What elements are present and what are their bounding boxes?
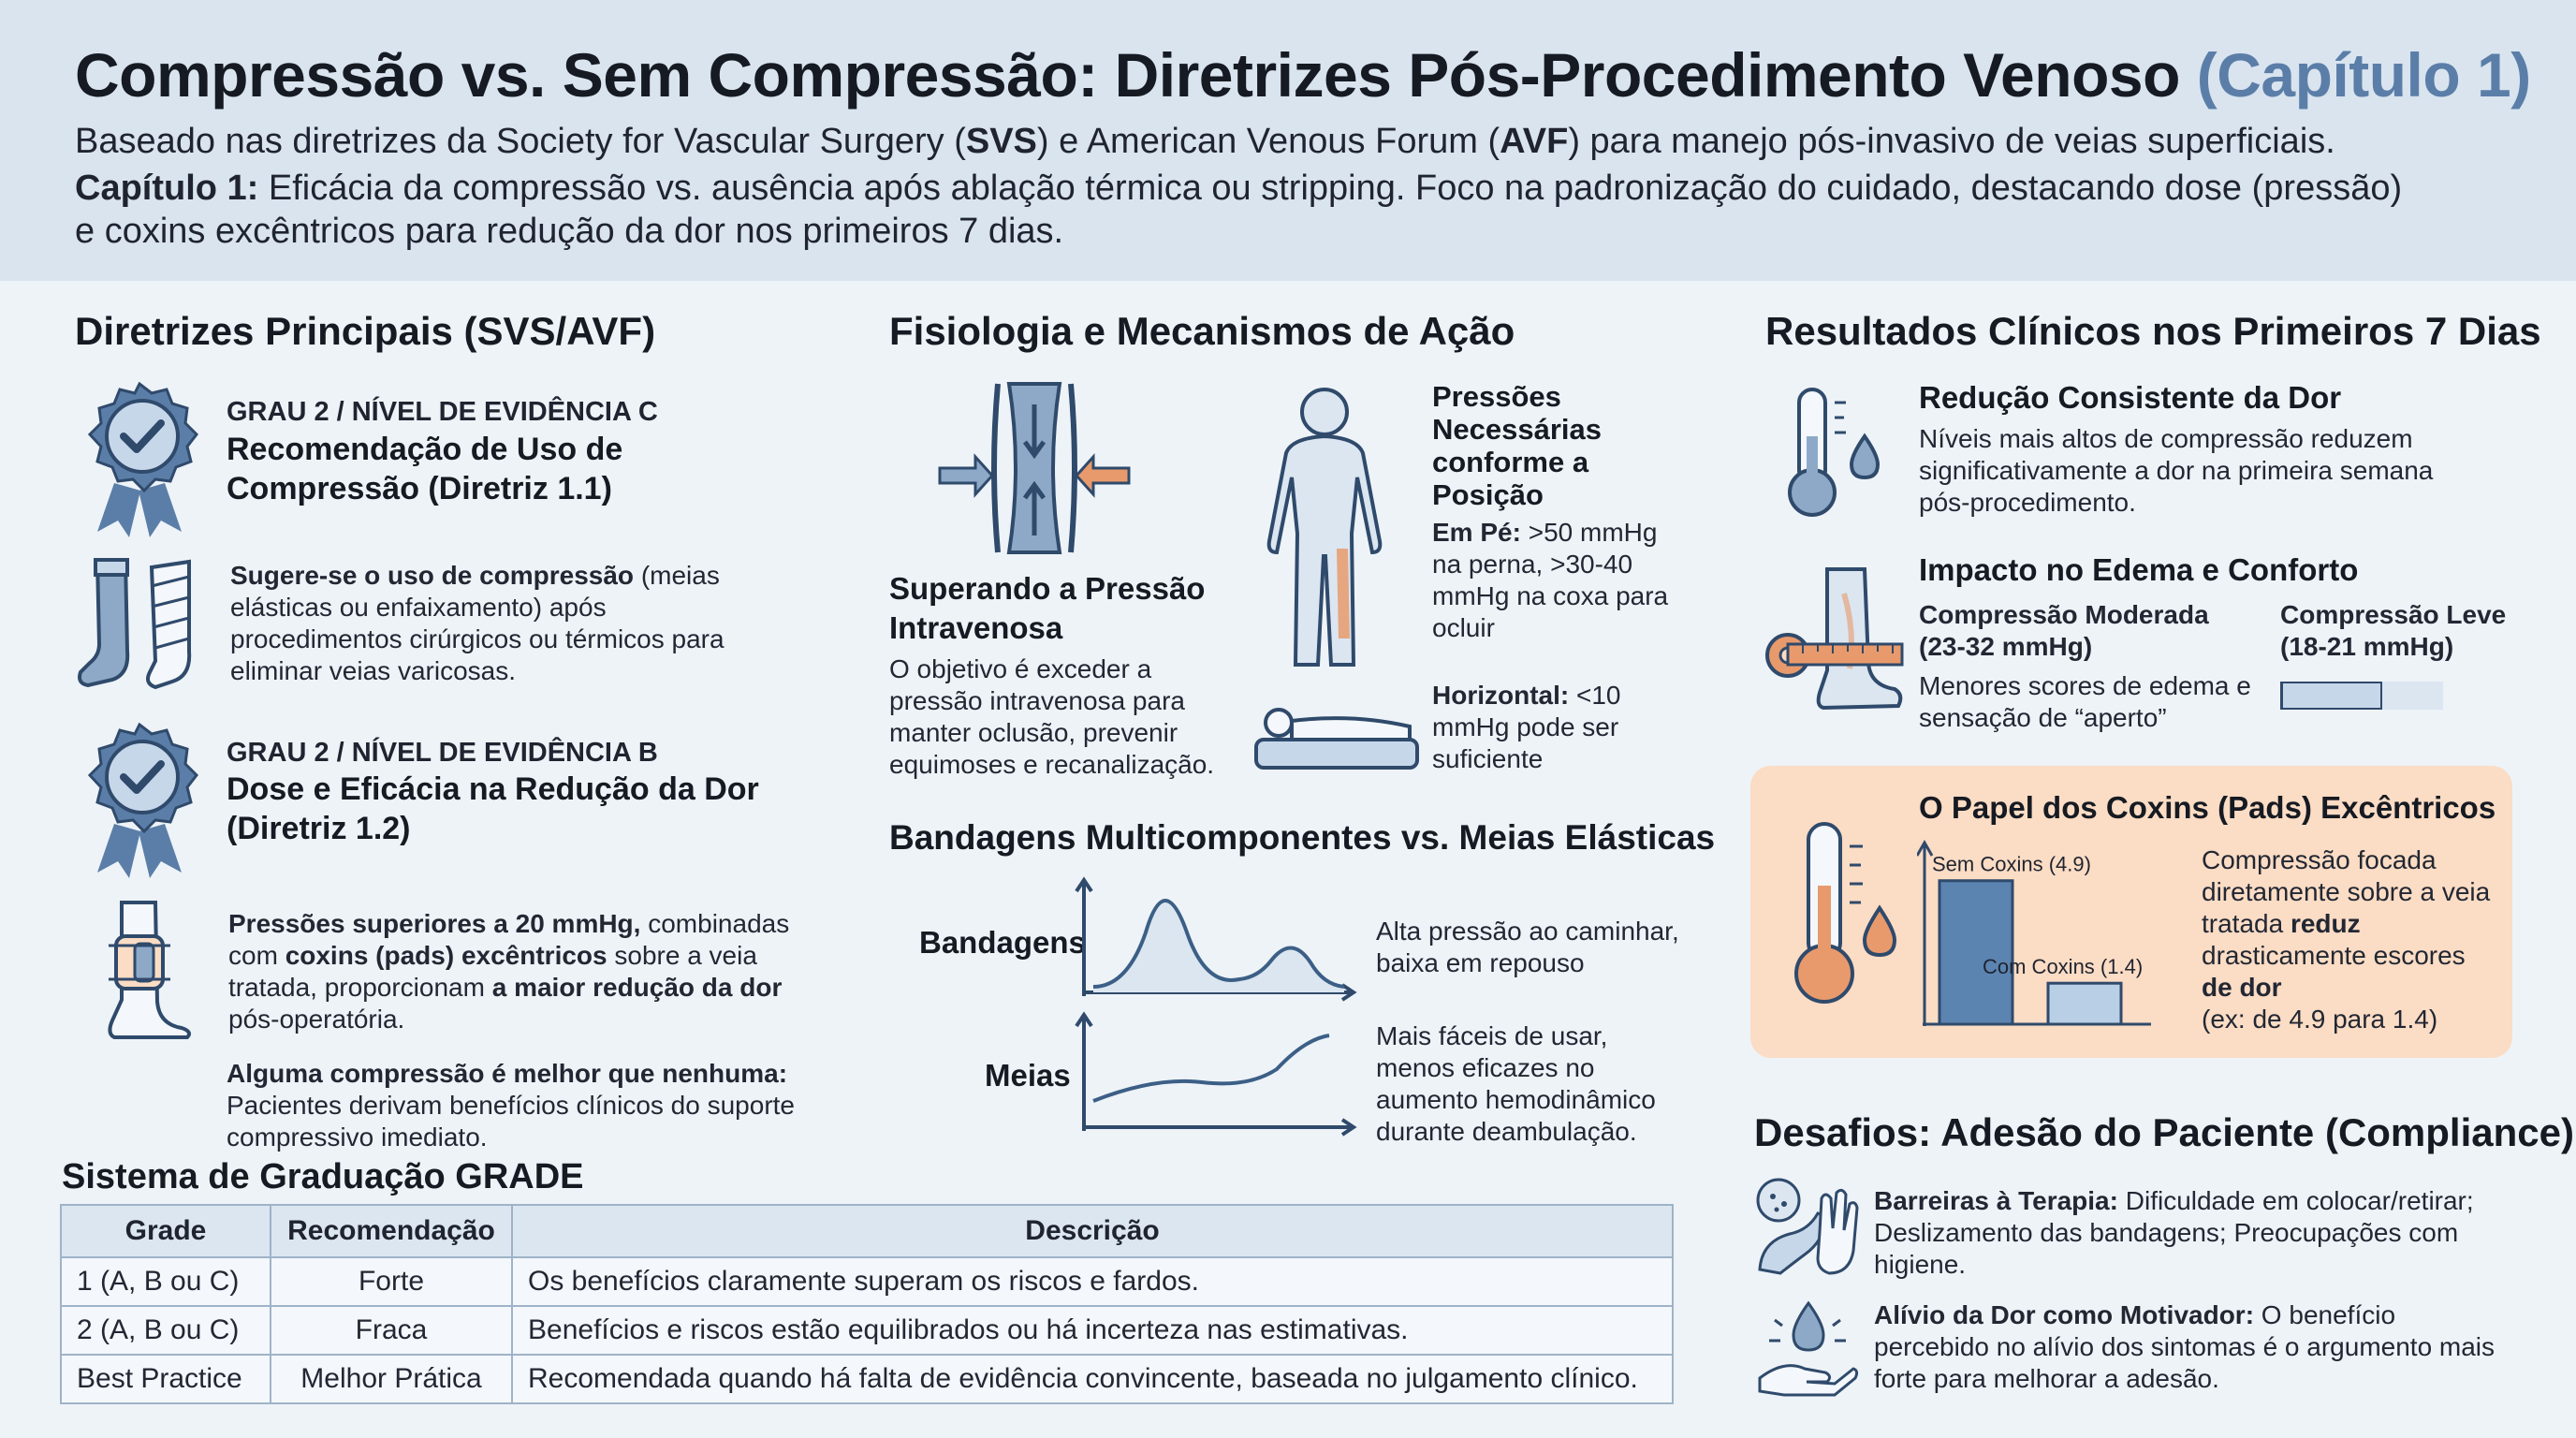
barriers-value: Dificuldade em colocar/retirar; Deslizamento das bandagens; Preocupações com higiene. xyxy=(1874,1186,2474,1279)
lying-person-icon xyxy=(1251,700,1423,773)
subtitle-line-1 xyxy=(75,120,2335,163)
g1-title: Recomendação de Uso de Compressão (Diretriz 1.1) xyxy=(227,432,623,506)
overcome-title: Superando a Pressão Intravenosa xyxy=(889,571,1206,645)
g2-title: Dose e Eficácia na Redução da Dor (Diretriz 1.2) xyxy=(227,771,759,846)
pads-text-part: drasticamente escores xyxy=(2202,941,2466,970)
light-compression-bar xyxy=(2280,682,2443,710)
page-title xyxy=(75,39,2531,110)
barriers-label: Barreiras à Terapia: xyxy=(1874,1186,2118,1215)
g2-text-bold: a maior redução da dor xyxy=(491,973,783,1002)
g1-text xyxy=(230,560,754,687)
column-header: Recomendação xyxy=(271,1205,512,1257)
stocking-pressure-curve xyxy=(1071,1011,1361,1138)
pads-bar-chart xyxy=(1917,839,2213,1030)
g2-text: combinadas com xyxy=(228,909,790,970)
bandages-text: Alta pressão ao caminhar, baixa em repouso xyxy=(1376,917,1679,977)
pressures-title: Pressões Necessárias conforme a Posição xyxy=(1432,380,1602,511)
relief-text xyxy=(1874,1299,2510,1395)
moderate-text: Menores scores de edema e sensação de “aperto” xyxy=(1919,671,2251,732)
pads-text-bold: reduz xyxy=(2290,909,2361,938)
bandage-pressure-curve xyxy=(1071,876,1361,1004)
avf-abbrev: AVF xyxy=(1500,122,1569,161)
standing-label: Em Pé: xyxy=(1432,518,1521,547)
pads-text-part: Compressão focada diretamente sobre a veia tratada xyxy=(2202,845,2491,938)
subtitle-text: ) para manejo pós-invasivo de veias superficiais. xyxy=(1568,122,2335,161)
vein-compression-icon xyxy=(936,382,1133,554)
horizontal-label: Horizontal: xyxy=(1432,681,1570,710)
g2-grade: GRAU 2 / NÍVEL DE EVIDÊNCIA B xyxy=(227,738,658,768)
g1-grade: GRAU 2 / NÍVEL DE EVIDÊNCIA C xyxy=(227,397,658,427)
pads-text-bold: de dor xyxy=(2202,973,2282,1002)
horizontal-text xyxy=(1432,680,1657,775)
results-heading: Resultados Clínicos nos Primeiros 7 Dias xyxy=(1765,309,2541,353)
subtitle-text: ) e American Venous Forum ( xyxy=(1036,122,1500,161)
bar-label-com-coxins: Com Coxins (1.4) xyxy=(1983,955,2144,979)
award-badge-icon xyxy=(79,721,200,878)
standing-text xyxy=(1432,517,1676,644)
subtitle-line-3: e coxins excêntricos para redução da dor nos primeiros 7 dias. xyxy=(75,212,1064,251)
table-cell: Os benefícios claramente superam os riscos e fardos. xyxy=(512,1257,1673,1306)
light-compression-bar-fill xyxy=(2280,682,2382,710)
table-cell: Melhor Prática xyxy=(271,1355,512,1403)
light-label: Compressão Leve (18-21 mmHg) xyxy=(2280,600,2507,661)
relief-value: O benefício percebido no alívio dos sintomas é o argumento mais forte para melhorar a adesão. xyxy=(1874,1300,2496,1393)
svs-abbrev: SVS xyxy=(965,122,1037,161)
table-cell: Forte xyxy=(271,1257,512,1306)
pads-example: (ex: de 4.9 para 1.4) xyxy=(2202,1005,2438,1034)
chapter-label: Capítulo 1: xyxy=(75,169,259,208)
thermometer-drop-icon xyxy=(1786,384,1889,521)
subtitle-text: Eficácia da compressão vs. ausência após ablação térmica ou stripping. Foco na padronização do cuidado, destacando dose (pressão) xyxy=(258,169,2403,208)
table-cell: Fraca xyxy=(271,1306,512,1355)
g3-note xyxy=(227,1058,826,1153)
pads-heading: O Papel dos Coxins (Pads) Excêntricos xyxy=(1919,790,2496,825)
stockings-text: Mais fáceis de usar, menos eficazes no aumento hemodinâmico durante deambulação. xyxy=(1376,1021,1656,1146)
column-header: Grade xyxy=(61,1205,271,1257)
edema-title: Impacto no Edema e Conforto xyxy=(1919,552,2359,587)
pain-title: Redução Consistente da Dor xyxy=(1919,380,2342,415)
leg-pad-icon xyxy=(103,899,197,1039)
bar-sem-coxins xyxy=(1939,881,2012,1024)
table-cell: 1 (A, B ou C) xyxy=(61,1257,271,1306)
table-row xyxy=(61,1257,1673,1306)
grade-table xyxy=(60,1204,1674,1404)
table-cell: Benefícios e riscos estão equilibrados ou há incerteza nas estimativas. xyxy=(512,1306,1673,1355)
column-header: Descrição xyxy=(512,1205,1673,1257)
g2-text: pós-operatória. xyxy=(228,1005,405,1034)
table-cell: Recomendada quando há falta de evidência convincente, baseada no julgamento clínico. xyxy=(512,1355,1673,1403)
hands-bacteria-icon xyxy=(1752,1176,1865,1277)
relief-label: Alívio da Dor como Motivador: xyxy=(1874,1300,2255,1329)
subtitle-text: Baseado nas diretrizes da Society for Vascular Surgery ( xyxy=(75,122,966,161)
bandages-label: Bandagens xyxy=(919,925,1086,960)
thermometer-drop-icon xyxy=(1788,818,1900,1009)
table-cell: Best Practice xyxy=(61,1355,271,1403)
pads-text xyxy=(2202,844,2501,1035)
g3-text: Pacientes derivam benefícios clínicos do suporte compressivo imediato. xyxy=(227,1091,795,1152)
title-chapter: (Capítulo 1) xyxy=(2196,40,2531,110)
human-figure-icon xyxy=(1254,384,1395,674)
subtitle-line-2 xyxy=(75,167,2402,210)
g3-bold: Alguma compressão é melhor que nenhuma: xyxy=(227,1059,788,1088)
g2-text-bold: Pressões superiores a 20 mmHg, xyxy=(228,909,641,938)
stocking-bandage-icon xyxy=(75,554,206,695)
pain-text: Níveis mais altos de compressão reduzem significativamente a dor na primeira semana pós-procedimento. xyxy=(1919,424,2434,517)
table-header-row xyxy=(61,1205,1673,1257)
table-row xyxy=(61,1306,1673,1355)
g1-text-rest: (meias elásticas ou enfaixamento) após procedimentos cirúrgicos ou térmicos para eliminar veias varicosas. xyxy=(230,561,724,685)
horizontal-value: <10 mmHg pode ser suficiente xyxy=(1432,681,1621,773)
physiology-heading: Fisiologia e Mecanismos de Ação xyxy=(889,309,1515,353)
g2-text: sobre a veia tratada, proporcionam xyxy=(228,941,757,1002)
stockings-label: Meias xyxy=(985,1058,1071,1093)
g1-text-bold: Sugere-se o uso de compressão xyxy=(230,561,635,590)
hand-drop-icon xyxy=(1756,1298,1859,1401)
table-cell: 2 (A, B ou C) xyxy=(61,1306,271,1355)
bandages-heading: Bandagens Multicomponentes vs. Meias Elásticas xyxy=(889,818,1716,857)
g2-text xyxy=(228,908,790,1035)
guidelines-heading: Diretrizes Principais (SVS/AVF) xyxy=(75,309,656,353)
barriers-text xyxy=(1874,1185,2492,1281)
grade-table-heading: Sistema de Graduação GRADE xyxy=(62,1157,584,1196)
y-axis xyxy=(1917,843,1932,1026)
compliance-heading: Desafios: Adesão do Paciente (Compliance) xyxy=(1754,1110,2574,1154)
leg-measuring-tape-icon xyxy=(1765,565,1906,717)
g2-text-bold: coxins (pads) excêntricos xyxy=(285,941,607,970)
standing-value: >50 mmHg na perna, >30-40 mmHg na coxa para ocluir xyxy=(1432,518,1669,642)
award-badge-icon xyxy=(79,380,200,537)
overcome-text: O objetivo é exceder a pressão intravenosa para manter oclusão, prevenir equimoses e recanalização. xyxy=(889,654,1215,779)
title-main: Compressão vs. Sem Compressão: Diretrizes Pós-Procedimento Venoso xyxy=(75,40,2180,110)
bar-com-coxins xyxy=(2048,983,2121,1024)
moderate-label: Compressão Moderada (23-32 mmHg) xyxy=(1919,600,2209,661)
table-row xyxy=(61,1355,1673,1403)
bar-label-sem-coxins: Sem Coxins (4.9) xyxy=(1932,852,2091,876)
